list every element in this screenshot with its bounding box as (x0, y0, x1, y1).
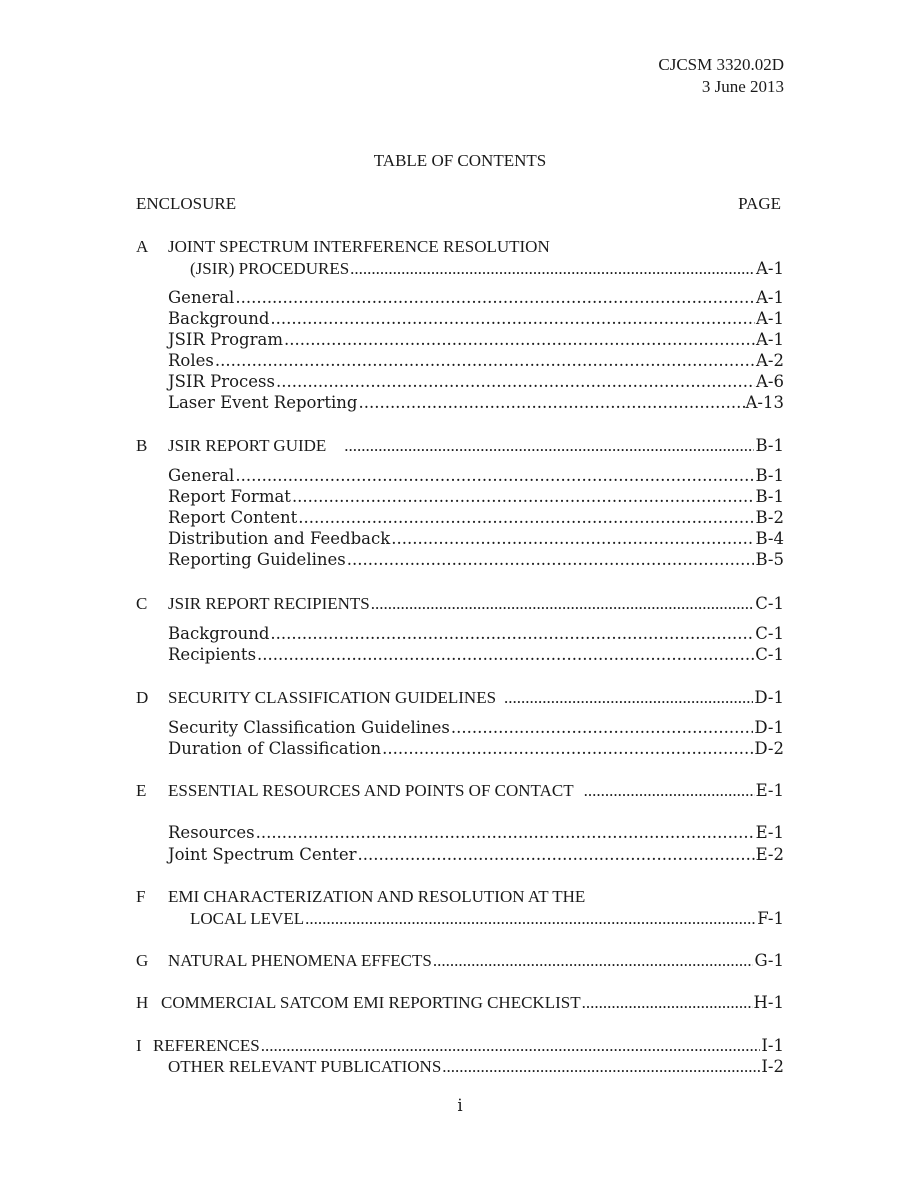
toc-entry[interactable]: JSIR Process ..... A-6 (168, 371, 784, 392)
enclosure-letter: I (136, 1036, 142, 1055)
document-id: CJCSM 3320.02D (658, 55, 784, 74)
enclosure-i-entry[interactable]: REFERENCES ..... I-1 (153, 1035, 784, 1056)
document-header (658, 54, 784, 98)
enclosure-h-entry[interactable]: COMMERCIAL SATCOM EMI REPORTING CHECKLIST ..... H-1 (161, 992, 784, 1013)
enclosure-g-entry[interactable]: NATURAL PHENOMENA EFFECTS ..... G-1 (168, 950, 784, 971)
page-column-header: PAGE (738, 194, 781, 213)
toc-entry[interactable]: JSIR Program ..... A-1 (168, 329, 784, 350)
enclosure-letter: E (136, 781, 147, 800)
enclosure-letter: D (136, 688, 149, 707)
enclosure-c-entry[interactable]: JSIR REPORT RECIPIENTS ..... C-1 (168, 593, 784, 614)
enclosure-letter: H (136, 993, 149, 1012)
toc-entry[interactable]: Joint Spectrum Center ..... E-2 (168, 844, 784, 865)
toc-entry[interactable]: Resources ..... E-1 (168, 822, 784, 843)
document-date: 3 June 2013 (701, 77, 784, 96)
toc-entry[interactable]: Reporting Guidelines ..... B-5 (168, 549, 784, 570)
toc-entry[interactable]: Duration of Classification ..... D-2 (168, 738, 784, 759)
toc-entry[interactable]: Background ..... A-1 (168, 308, 784, 329)
leader-dots (350, 258, 755, 279)
toc-entry[interactable]: Security Classification Guidelines ..... D-1 (168, 717, 784, 738)
enclosure-letter: F (136, 887, 146, 906)
toc-entry[interactable]: Recipients ..... C-1 (168, 644, 784, 665)
page-ref: A-1 (756, 259, 784, 278)
enclosure-letter: G (136, 951, 149, 970)
page-number: i (457, 1096, 463, 1115)
toc-entry[interactable]: Roles ..... A-2 (168, 350, 784, 371)
enclosure-letter: B (136, 436, 148, 455)
page-title: TABLE OF CONTENTS (373, 151, 547, 170)
enclosure-e-entry[interactable]: ESSENTIAL RESOURCES AND POINTS OF CONTACT ..... E-1 (168, 780, 784, 801)
toc-entry[interactable]: OTHER RELEVANT PUBLICATIONS ..... I-2 (168, 1056, 784, 1077)
toc-entry[interactable]: Background ..... C-1 (168, 623, 784, 644)
enclosure-a-entry[interactable]: (JSIR) PROCEDURES ..... A-1 (190, 258, 784, 279)
enclosure-f-entry[interactable]: LOCAL LEVEL ..... F-1 (190, 908, 784, 929)
enclosure-d-entry[interactable]: SECURITY CLASSIFICATION GUIDELINES ..... D-1 (168, 687, 784, 708)
toc-entry[interactable]: Distribution and Feedback ..... B-4 (168, 528, 784, 549)
enclosure-b-entry[interactable]: JSIR REPORT GUIDE ..... B-1 (168, 435, 784, 456)
enclosure-letter: C (136, 594, 148, 613)
enclosure-column-header: ENCLOSURE (136, 194, 237, 213)
toc-entry[interactable]: Laser Event Reporting ..... A-13 (168, 392, 784, 413)
enclosure-a-title-line1: JOINT SPECTRUM INTERFERENCE RESOLUTION (168, 237, 550, 256)
toc-entry[interactable]: Report Content ..... B-2 (168, 507, 784, 528)
toc-entry[interactable]: General ..... B-1 (168, 465, 784, 486)
toc-entry[interactable]: Report Format ..... B-1 (168, 486, 784, 507)
toc-entry[interactable]: General ..... A-1 (168, 287, 784, 308)
enclosure-letter: A (136, 237, 149, 256)
enclosure-f-title-line1: EMI CHARACTERIZATION AND RESOLUTION AT THE (168, 887, 586, 906)
